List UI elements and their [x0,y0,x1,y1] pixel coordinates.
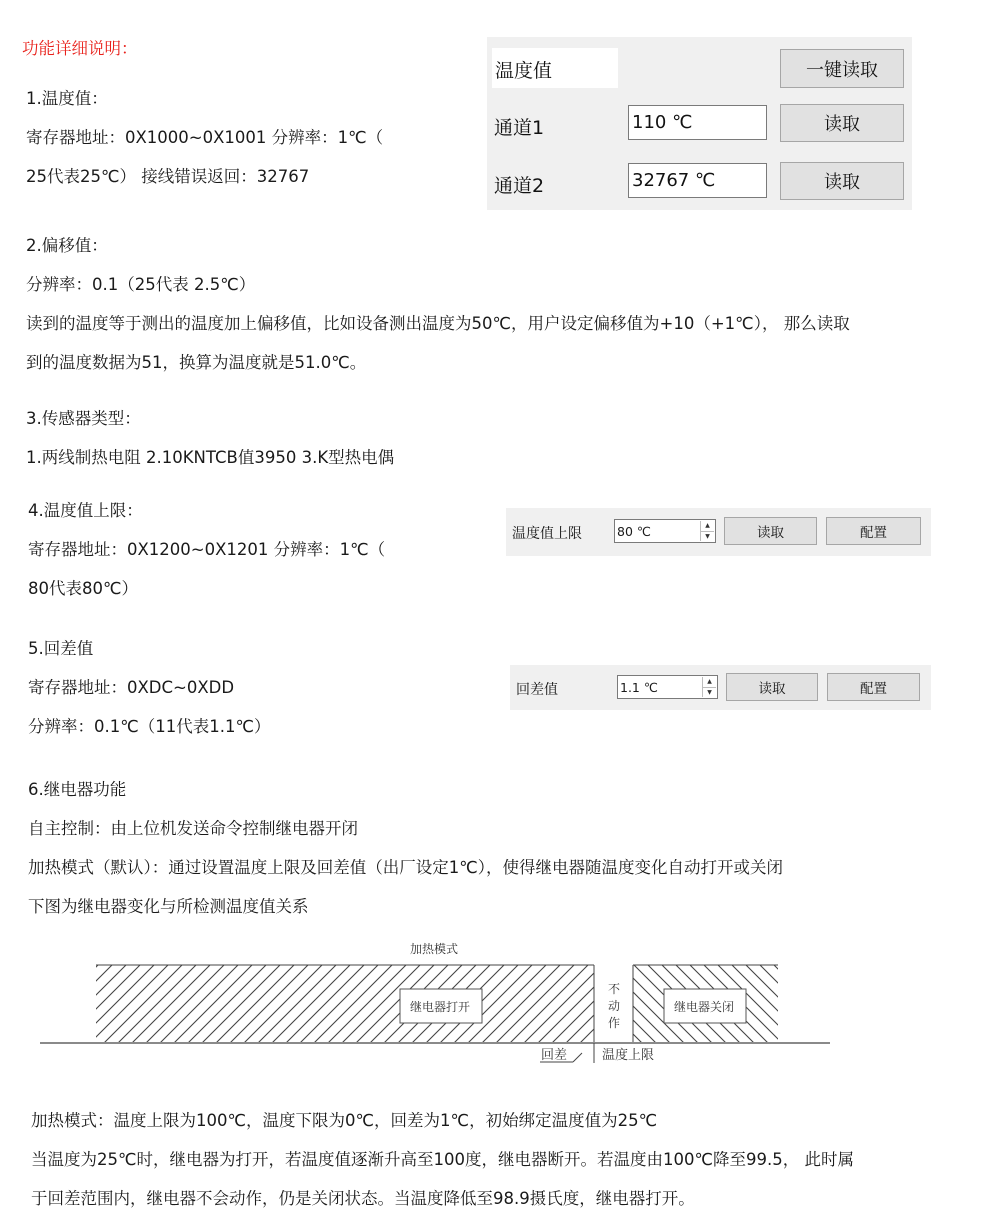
sensor-line1: 1.两线制热电阻 2.10KNTCB值3950 3.K型热电偶 [26,448,395,467]
relay-closed-label: 继电器关闭 [674,1000,735,1014]
channel1-read-button[interactable]: 读取 [780,104,904,142]
offset-title: 2.偏移值： [26,236,108,255]
upper-line2: 80代表80℃） [28,579,139,598]
relay-line3: 下图为继电器变化与所检测温度值关系 [28,897,309,916]
hysteresis-label: 回差值 [516,682,558,698]
relay-title: 6.继电器功能 [28,780,127,799]
temp-line2: 25代表25℃） 接线错误返回：32767 [26,167,310,186]
panel-title-box [492,48,618,88]
page-title: 功能详细说明： [22,39,138,58]
temp-value-panel [487,37,912,210]
no-action-char-2: 动 [608,999,621,1013]
temp-title: 1.温度值： [26,89,108,108]
hysteresis-axis-label: 回差 [541,1048,568,1063]
panel-title: 温度值 [495,60,553,82]
offset-line1: 分辨率：0.1（25代表 2.5℃） [26,275,256,294]
upper-title: 4.温度值上限： [28,501,143,520]
upper-limit-label: 温度值上限 [512,526,582,542]
channel1-label: 通道1 [494,117,545,139]
open-zone-hatch [96,965,594,1042]
no-action-char-1: 不 [608,982,621,996]
relay-line2: 加热模式（默认）：通过设置温度上限及回差值（出厂设定1℃），使得继电器随温度变化自动打开或关闭 [28,858,784,877]
example-line3: 于回差范围内，继电器不会动作，仍是关闭状态。当温度降低至98.9摄氏度，继电器打开。 [31,1189,695,1208]
read-all-button[interactable]: 一键读取 [780,49,904,88]
relay-line1: 自主控制：由上位机发送命令控制继电器开闭 [28,819,358,838]
hysteresis-panel [510,665,931,710]
heating-mode-diagram [30,935,850,1070]
channel2-read-button[interactable]: 读取 [780,162,904,200]
example-line2: 当温度为25℃时，继电器为打开，若温度值逐渐升高至100度，继电器断开。若温度由100℃降至99.5， 此时属 [31,1150,855,1169]
channel2-value-field[interactable]: 32767 ℃ [628,163,767,198]
channel1-value-field[interactable]: 110 ℃ [628,105,767,140]
upper-limit-axis-label: 温度上限 [602,1048,655,1063]
upper-limit-config-button[interactable]: 配置 [826,517,921,545]
hysteresis-read-button[interactable]: 读取 [726,673,818,701]
upper-limit-read-button[interactable]: 读取 [724,517,817,545]
relay-open-label: 继电器打开 [410,1000,471,1014]
no-action-char-3: 作 [608,1016,621,1030]
hysteresis-value: 1.1 ℃ [620,679,658,695]
upper-limit-spinbox[interactable] [614,519,716,543]
diagram-title: 加热模式 [410,942,459,956]
channel2-label: 通道2 [494,175,545,197]
hyst-line1: 寄存器地址：0XDC~0XDD [28,678,235,697]
example-line1: 加热模式：温度上限为100℃，温度下限为0℃，回差为1℃，初始绑定温度值为25℃ [31,1111,658,1130]
hysteresis-spinbox[interactable] [617,675,718,699]
temp-line1: 寄存器地址：0X1000~0X1001 分辨率：1℃（ [26,128,384,147]
hysteresis-config-button[interactable]: 配置 [827,673,920,701]
upper-limit-value: 80 ℃ [617,523,651,539]
spin-arrows-icon[interactable]: ▲ ▼ [702,677,716,697]
offset-line3: 到的温度数据为51，换算为温度就是51.0℃。 [26,353,367,372]
sensor-title: 3.传感器类型： [26,409,141,428]
hyst-line2: 分辨率：0.1℃（11代表1.1℃） [28,717,271,736]
upper-line1: 寄存器地址：0X1200~0X1201 分辨率：1℃（ [28,540,386,559]
spin-arrows-icon[interactable]: ▲ ▼ [700,521,714,541]
upper-limit-panel [506,508,931,556]
offset-line2: 读到的温度等于测出的温度加上偏移值，比如设备测出温度为50℃，用户设定偏移值为+10（+1℃）， 那么读取 [26,314,850,333]
hyst-title: 5.回差值 [28,639,94,658]
